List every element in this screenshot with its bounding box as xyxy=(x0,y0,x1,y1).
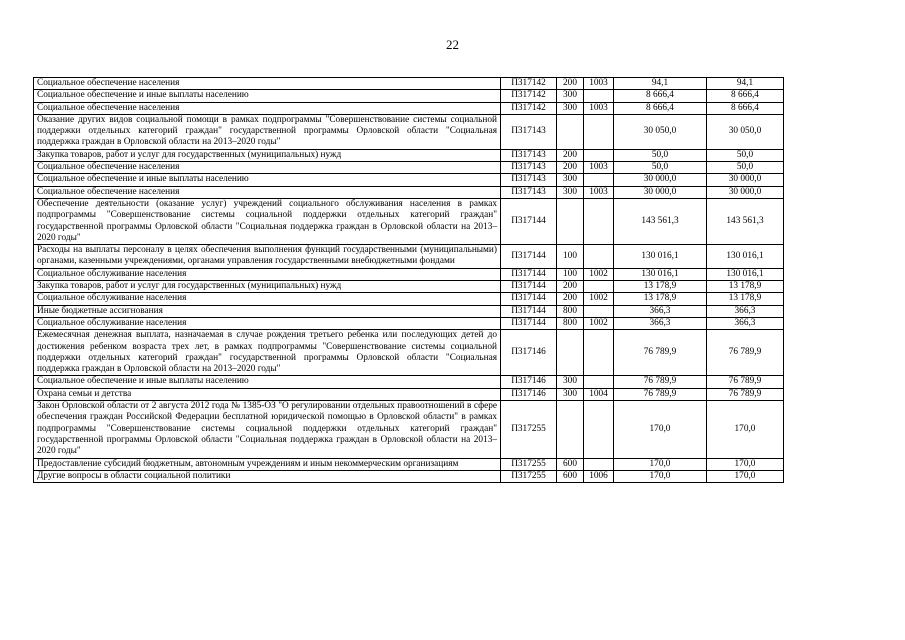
expense-name-cell: Социальное обслуживание населения xyxy=(34,317,501,329)
table-row xyxy=(34,388,784,400)
section-code-cell xyxy=(584,330,614,376)
amount-1-cell: 366,3 xyxy=(614,305,707,317)
amount-1-cell: 50,0 xyxy=(614,149,707,161)
expense-type-cell: 200 xyxy=(557,293,584,305)
section-code-cell: 1006 xyxy=(584,470,614,482)
amount-1-cell: 30 000,0 xyxy=(614,174,707,186)
section-code-cell xyxy=(584,90,614,102)
expense-name-cell: Обеспечение деятельности (оказание услуг) учреждений социального обслуживания населения в рамках подпрограммы "Совершенствование системы социальной поддержки отдельных категорий граждан" государственной программы Орловской области "Социальная поддержка граждан в Орловской области на 2013–2020 годы" xyxy=(34,198,501,244)
table-row xyxy=(34,330,784,376)
amount-1-cell: 366,3 xyxy=(614,317,707,329)
expense-type-cell: 200 xyxy=(557,162,584,174)
target-code-cell: П317255 xyxy=(501,470,557,482)
target-code-cell: П317146 xyxy=(501,376,557,388)
target-code-cell: П317144 xyxy=(501,305,557,317)
amount-2-cell: 50,0 xyxy=(707,149,784,161)
target-code-cell: П317142 xyxy=(501,90,557,102)
amount-1-cell: 8 666,4 xyxy=(614,102,707,114)
amount-1-cell: 13 178,9 xyxy=(614,281,707,293)
expense-type-cell: 200 xyxy=(557,281,584,293)
section-code-cell xyxy=(584,174,614,186)
table-row xyxy=(34,186,784,198)
expense-name-cell: Предоставление субсидий бюджетным, автономным учреждениям и иным некоммерческим организациям xyxy=(34,458,501,470)
table-row xyxy=(34,78,784,90)
table-row xyxy=(34,458,784,470)
target-code-cell: П317144 xyxy=(501,281,557,293)
amount-1-cell: 130 016,1 xyxy=(614,245,707,269)
expense-name-cell: Расходы на выплаты персоналу в целях обеспечения выполнения функций государственными (муниципальными) органами, казенными учреждениями, органами управления государственными внебюджетными фондами xyxy=(34,245,501,269)
section-code-cell xyxy=(584,458,614,470)
expense-type-cell: 200 xyxy=(557,149,584,161)
amount-2-cell: 13 178,9 xyxy=(707,293,784,305)
target-code-cell: П317143 xyxy=(501,162,557,174)
amount-2-cell: 366,3 xyxy=(707,305,784,317)
amount-2-cell: 170,0 xyxy=(707,470,784,482)
amount-2-cell: 76 789,9 xyxy=(707,376,784,388)
table-row xyxy=(34,245,784,269)
table-row xyxy=(34,401,784,458)
section-code-cell xyxy=(584,245,614,269)
section-code-cell: 1003 xyxy=(584,78,614,90)
target-code-cell: П317255 xyxy=(501,401,557,458)
table-row xyxy=(34,470,784,482)
section-code-cell: 1004 xyxy=(584,388,614,400)
section-code-cell xyxy=(584,376,614,388)
expense-type-cell xyxy=(557,198,584,244)
expense-name-cell: Социальное обслуживание населения xyxy=(34,268,501,280)
section-code-cell: 1003 xyxy=(584,162,614,174)
expense-type-cell: 800 xyxy=(557,305,584,317)
table-row xyxy=(34,317,784,329)
expense-name-cell: Закупка товаров, работ и услуг для государственных (муниципальных) нужд xyxy=(34,149,501,161)
amount-2-cell: 130 016,1 xyxy=(707,268,784,280)
table-row xyxy=(34,376,784,388)
section-code-cell xyxy=(584,198,614,244)
expense-name-cell: Социальное обеспечение и иные выплаты населению xyxy=(34,376,501,388)
expense-name-cell: Охрана семьи и детства xyxy=(34,388,501,400)
expense-name-cell: Оказание других видов социальной помощи в рамках подпрограммы "Совершенствование системы социальной поддержки отдельных категорий граждан" государственной программы Орловской области "Социальная поддержка граждан в Орловской области на 2013–2020 годы" xyxy=(34,114,501,149)
amount-1-cell: 50,0 xyxy=(614,162,707,174)
table-row xyxy=(34,293,784,305)
target-code-cell: П317143 xyxy=(501,174,557,186)
table-row xyxy=(34,305,784,317)
target-code-cell: П317144 xyxy=(501,293,557,305)
amount-1-cell: 170,0 xyxy=(614,401,707,458)
amount-2-cell: 143 561,3 xyxy=(707,198,784,244)
target-code-cell: П317142 xyxy=(501,78,557,90)
expense-type-cell: 300 xyxy=(557,90,584,102)
amount-2-cell: 30 000,0 xyxy=(707,174,784,186)
target-code-cell: П317144 xyxy=(501,317,557,329)
amount-2-cell: 170,0 xyxy=(707,458,784,470)
amount-1-cell: 143 561,3 xyxy=(614,198,707,244)
expense-type-cell: 600 xyxy=(557,458,584,470)
table-row xyxy=(34,198,784,244)
expense-type-cell: 800 xyxy=(557,317,584,329)
expense-type-cell: 600 xyxy=(557,470,584,482)
amount-2-cell: 13 178,9 xyxy=(707,281,784,293)
table-row xyxy=(34,281,784,293)
amount-2-cell: 76 789,9 xyxy=(707,330,784,376)
section-code-cell xyxy=(584,114,614,149)
expense-name-cell: Социальное обслуживание населения xyxy=(34,293,501,305)
amount-2-cell: 8 666,4 xyxy=(707,90,784,102)
amount-2-cell: 94,1 xyxy=(707,78,784,90)
expense-type-cell: 100 xyxy=(557,245,584,269)
page-number: 22 xyxy=(446,37,459,52)
section-code-cell: 1003 xyxy=(584,186,614,198)
expense-name-cell: Социальное обеспечение населения xyxy=(34,162,501,174)
amount-1-cell: 170,0 xyxy=(614,470,707,482)
target-code-cell: П317143 xyxy=(501,186,557,198)
target-code-cell: П317255 xyxy=(501,458,557,470)
expense-type-cell xyxy=(557,114,584,149)
amount-1-cell: 30 050,0 xyxy=(614,114,707,149)
amount-1-cell: 13 178,9 xyxy=(614,293,707,305)
amount-2-cell: 130 016,1 xyxy=(707,245,784,269)
expense-type-cell: 300 xyxy=(557,376,584,388)
expense-name-cell: Социальное обеспечение населения xyxy=(34,186,501,198)
expense-name-cell: Закупка товаров, работ и услуг для государственных (муниципальных) нужд xyxy=(34,281,501,293)
table-row xyxy=(34,90,784,102)
expense-name-cell: Закон Орловской области от 2 августа 2012 года № 1385-ОЗ "О регулировании отдельных правоотношений в сфере обеспечения граждан Российской Федерации бесплатной юридической помощью в Орловской области" в рамках подпрограммы "Совершенствование системы социальной поддержки отдельных категорий граждан" государственной программы Орловской области "Социальная поддержка граждан в Орловской области на 2013–2020 годы" xyxy=(34,401,501,458)
amount-1-cell: 94,1 xyxy=(614,78,707,90)
budget-table xyxy=(33,77,784,483)
expense-name-cell: Социальное обеспечение и иные выплаты населению xyxy=(34,174,501,186)
target-code-cell: П317146 xyxy=(501,330,557,376)
amount-2-cell: 8 666,4 xyxy=(707,102,784,114)
expense-type-cell xyxy=(557,401,584,458)
table-row xyxy=(34,162,784,174)
amount-1-cell: 170,0 xyxy=(614,458,707,470)
expense-name-cell: Социальное обеспечение и иные выплаты населению xyxy=(34,90,501,102)
table-row xyxy=(34,174,784,186)
table-row xyxy=(34,149,784,161)
section-code-cell: 1002 xyxy=(584,293,614,305)
expense-name-cell: Другие вопросы в области социальной политики xyxy=(34,470,501,482)
target-code-cell: П317146 xyxy=(501,388,557,400)
target-code-cell: П317143 xyxy=(501,114,557,149)
expense-name-cell: Социальное обеспечение населения xyxy=(34,102,501,114)
target-code-cell: П317144 xyxy=(501,268,557,280)
expense-type-cell: 300 xyxy=(557,186,584,198)
table-row xyxy=(34,114,784,149)
amount-1-cell: 30 000,0 xyxy=(614,186,707,198)
expense-type-cell: 300 xyxy=(557,388,584,400)
expense-type-cell: 200 xyxy=(557,78,584,90)
expense-type-cell xyxy=(557,330,584,376)
section-code-cell: 1003 xyxy=(584,102,614,114)
amount-1-cell: 76 789,9 xyxy=(614,376,707,388)
amount-2-cell: 30 050,0 xyxy=(707,114,784,149)
amount-2-cell: 366,3 xyxy=(707,317,784,329)
expense-name-cell: Ежемесячная денежная выплата, назначаемая в случае рождения третьего ребенка или последующих детей до достижения ребенком возраста трех лет, в рамках подпрограммы "Совершенствование системы социальной поддержки отдельных категорий граждан" государственной программы Орловской области "Социальная поддержка граждан в Орловской области на 2013–2020 годы" xyxy=(34,330,501,376)
expense-type-cell: 300 xyxy=(557,174,584,186)
section-code-cell xyxy=(584,281,614,293)
expense-type-cell: 300 xyxy=(557,102,584,114)
table-row xyxy=(34,268,784,280)
amount-2-cell: 30 000,0 xyxy=(707,186,784,198)
expense-name-cell: Социальное обеспечение населения xyxy=(34,78,501,90)
section-code-cell xyxy=(584,401,614,458)
amount-2-cell: 76 789,9 xyxy=(707,388,784,400)
budget-table-body xyxy=(34,78,784,483)
expense-name-cell: Иные бюджетные ассигнования xyxy=(34,305,501,317)
amount-1-cell: 76 789,9 xyxy=(614,330,707,376)
section-code-cell: 1002 xyxy=(584,268,614,280)
target-code-cell: П317144 xyxy=(501,198,557,244)
amount-2-cell: 170,0 xyxy=(707,401,784,458)
target-code-cell: П317144 xyxy=(501,245,557,269)
section-code-cell: 1002 xyxy=(584,317,614,329)
target-code-cell: П317143 xyxy=(501,149,557,161)
amount-2-cell: 50,0 xyxy=(707,162,784,174)
target-code-cell: П317142 xyxy=(501,102,557,114)
amount-1-cell: 8 666,4 xyxy=(614,90,707,102)
amount-1-cell: 130 016,1 xyxy=(614,268,707,280)
section-code-cell xyxy=(584,305,614,317)
amount-1-cell: 76 789,9 xyxy=(614,388,707,400)
table-row xyxy=(34,102,784,114)
expense-type-cell: 100 xyxy=(557,268,584,280)
section-code-cell xyxy=(584,149,614,161)
